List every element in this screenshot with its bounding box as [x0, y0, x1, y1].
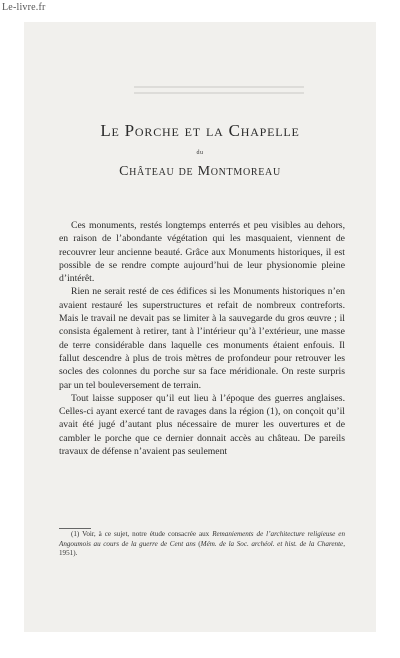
- footnote-cited-title: Remaniements de l’architecture religieuse en Angoumois au cours de la guerre de Cent ans: [59, 530, 345, 548]
- article-body: [59, 219, 345, 458]
- footnote-lead: (1) Voir, à ce sujet, notre étude consacrée aux: [71, 530, 213, 538]
- article-title: Le Porche et la Chapelle: [100, 121, 300, 140]
- footnote-middle: (: [195, 539, 201, 548]
- bleed-through-text: [134, 86, 304, 100]
- footnote-divider: [59, 528, 91, 529]
- footnote-cited-source: Mém. de la Soc. archéol. et hist. de la Charente: [200, 539, 344, 548]
- paragraph: Rien ne serait resté de ces édifices si les Monuments historiques n’en avaient restauré les superstructures et refait de nombreux contreforts. Mais le travail ne devait pas se limiter à la sauvegarde du gros œuvre ; il consista également à retirer, tant à l’intérieur qu’à l’extérieur, une masse de terre considérable dans laquelle ces monuments étaient enfouis. Il fallut descendre à plus de trois mètres de profondeur pour retrouver les socles des colonnes du porche sur sa face méridionale. On reste surpris par un tel bouleversement de terrain.: [59, 286, 345, 391]
- article-subtitle: Château de Montmoreau: [119, 164, 281, 179]
- footnote: [59, 530, 345, 559]
- paragraph: Tout laisse supposer qu’il eut lieu à l’époque des guerres anglaises. Celles-ci ayant exercé tant de ravages dans la région (1), on conçoit qu’il avait été jugé d’autant plus nécessaire de murer les ouvertures et de cambler le porche que ce dernier donnait accès au château. De pareils travaux de défense n’avaient pas seulement: [59, 392, 345, 458]
- paragraph: Ces monuments, restés longtemps enterrés et peu visibles au dehors, en raison de l’abondante végétation qui les masquaient, viennent de recouvrer leur ancienne beauté. Grâce aux Monuments historiques, il est possible de se rendre compte aujourd’hui de leur physionomie pleine d’intérêt.: [59, 220, 345, 285]
- title-connector: du: [196, 150, 204, 156]
- watermark: Le-livre.fr: [2, 2, 46, 13]
- footnote-tail: , 1951).: [59, 539, 345, 558]
